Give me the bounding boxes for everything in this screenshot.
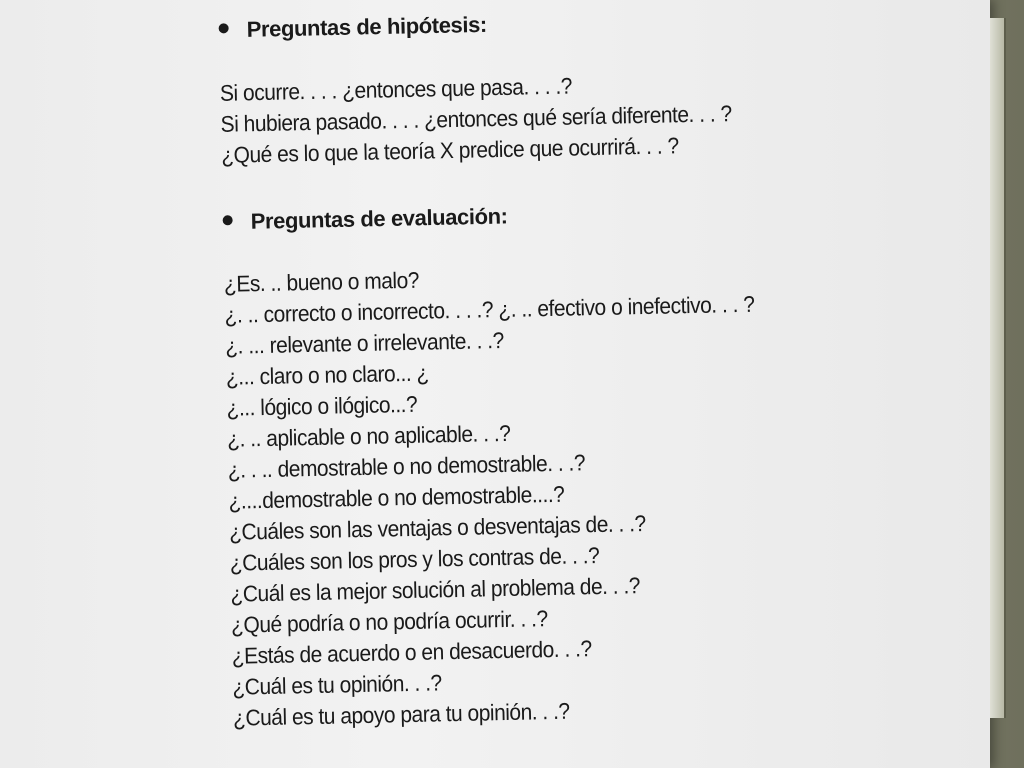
hypothesis-line: Si ocurre. . . . ¿entonces que pasa. . . .? [219, 74, 573, 107]
bullet-icon [219, 23, 229, 33]
evaluation-line: ¿Cuál es tu apoyo para tu opinión. . .? [232, 699, 570, 732]
hypothesis-line: ¿Qué es lo que la teoría X predice que ocurrirá. . . ? [221, 133, 679, 169]
evaluation-line: ¿....demostrable o no demostrable....? [228, 482, 565, 515]
hypothesis-heading-text: Preguntas de hipótesis: [246, 11, 488, 42]
bullet-icon [223, 215, 233, 225]
evaluation-line: ¿Cuáles son las ventajas o desventajas de. . .? [228, 511, 646, 546]
evaluation-line: ¿. . .. demostrable o no demostrable. . .? [227, 450, 586, 484]
evaluation-line: ¿Es. .. bueno o malo? [223, 268, 420, 298]
evaluation-line: ¿Cuál es tu opinión. . .? [232, 670, 442, 701]
evaluation-line: ¿. ... relevante o irrelevante. . .? [225, 328, 504, 360]
evaluation-line: ¿... lógico o ilógico...? [226, 392, 418, 422]
evaluation-line: ¿. .. correcto o incorrecto. . . .? ¿. .. efectivo o inefectivo. . . ? [224, 292, 755, 329]
evaluation-heading [222, 203, 507, 235]
evaluation-line: ¿Cuál es la mejor solución al problema de. . .? [230, 573, 641, 608]
hypothesis-line: Si hubiera pasado. . . . ¿entonces qué sería diferente. . . ? [220, 101, 732, 138]
evaluation-line: ¿. .. aplicable o no aplicable. . .? [226, 421, 511, 453]
evaluation-line: ¿Estás de acuerdo o en desacuerdo. . .? [231, 636, 592, 670]
evaluation-heading-text: Preguntas de evaluación: [250, 203, 508, 234]
evaluation-line: ¿... claro o no claro... ¿ [225, 361, 430, 391]
evaluation-line: ¿Cuáles son los pros y los contras de. . .? [229, 543, 600, 577]
evaluation-line: ¿Qué podría o no podría ocurrir. . .? [230, 606, 548, 639]
hypothesis-heading [218, 12, 487, 44]
